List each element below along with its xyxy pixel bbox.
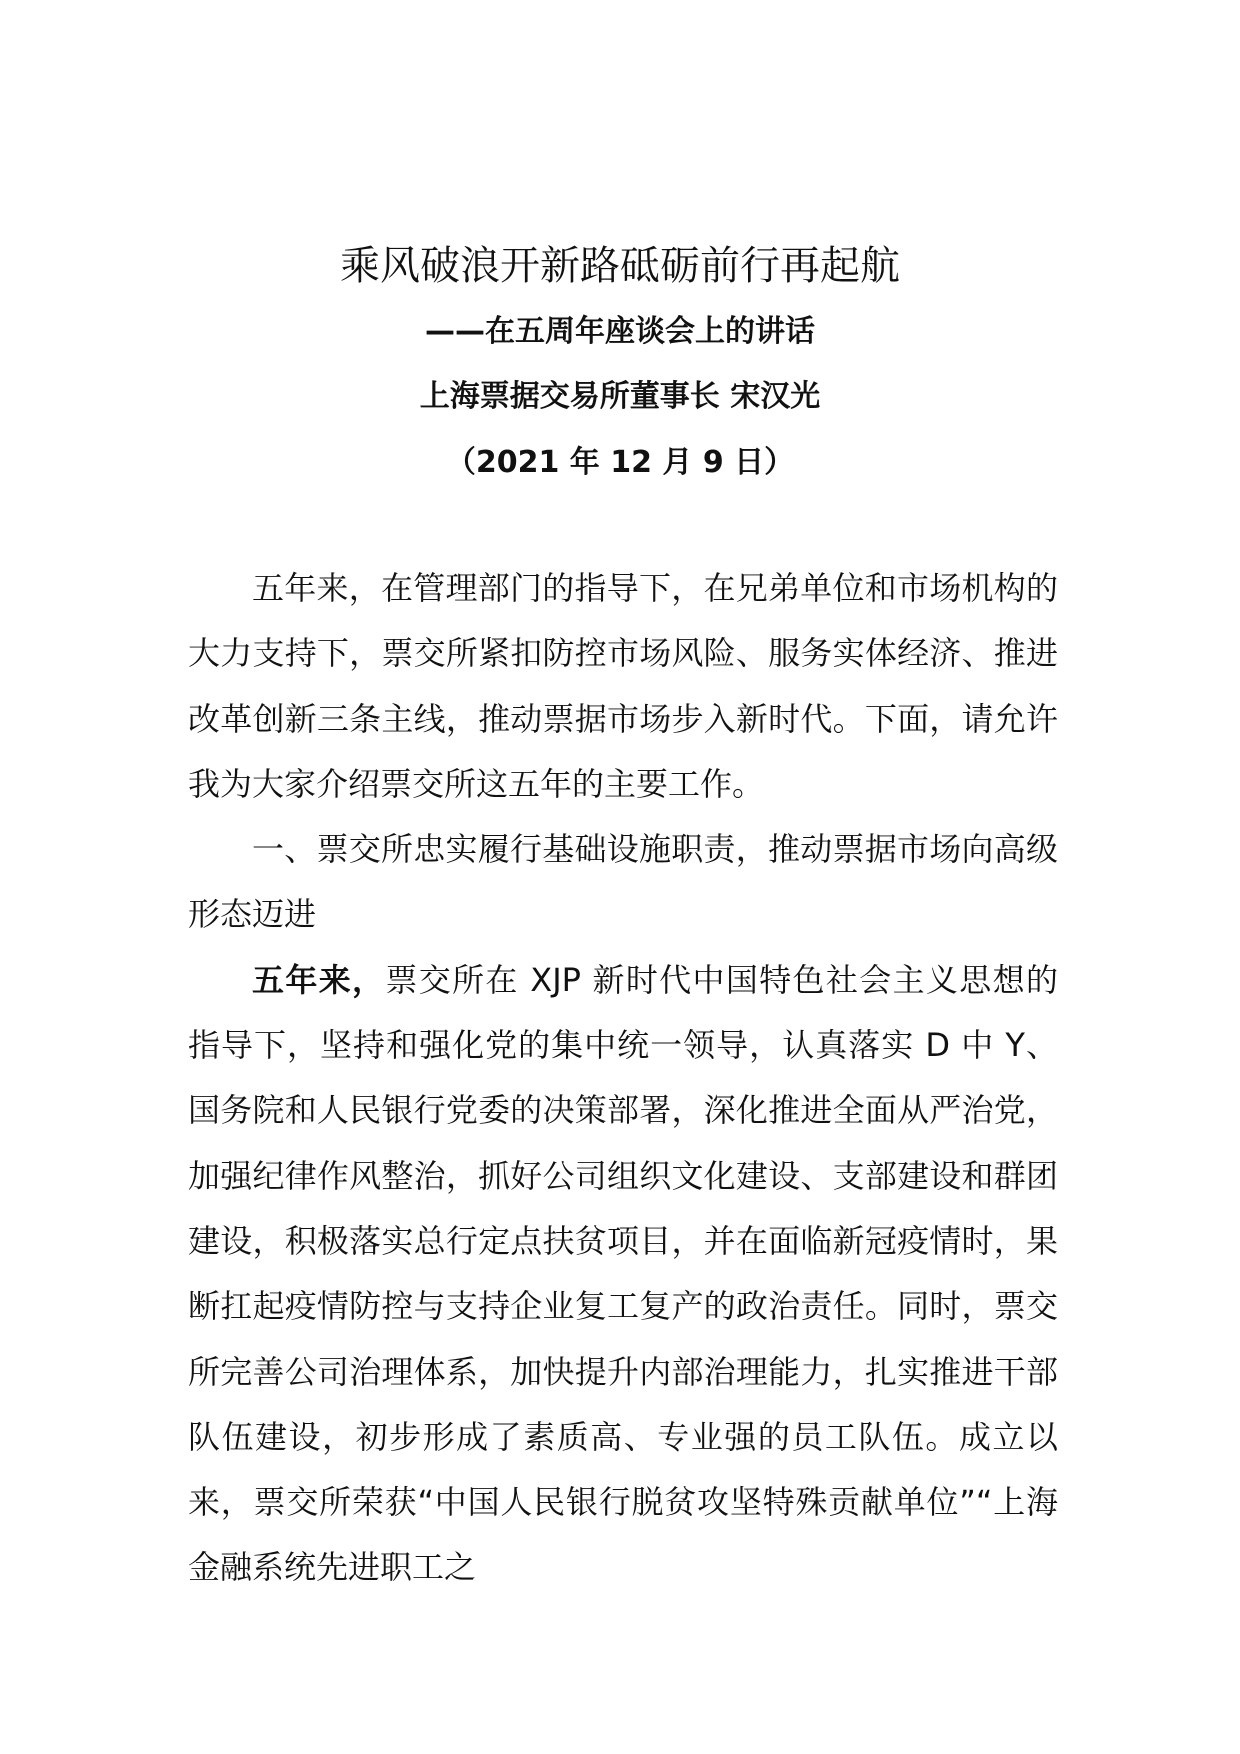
paragraph-work-summary-text: 票交所在 XJP 新时代中国特色社会主义思想的指导下，坚持和强化党的集中统一领导，认真落实 D 中 Y、国务院和人民银行党委的决策部署，深化推进全面从严治党，加强纪律作风整治，抓好公司组织文化建设、支部建设和群团建设，积极落实总行定点扶贫项目，并在面临新冠疫情时，果断扛起疫情防控与支持企业复工复产的政治责任。同时，票交所完善公司治理体系，加快提升内部治理能力，扎实推进干部队伍建设，初步形成了素质高、专业强的员工队伍。成立以来，票交所荣获“中国人民银行脱贫攻坚特殊贡献单位”“上海金融系统先进职工之 [188,960,1058,1587]
section-heading-1-text: 一、票交所忠实履行基础设施职责，推动票据市场向高级形态迈进 [188,830,1058,934]
paragraph-intro-text: 五年来，在管理部门的指导下，在兄弟单位和市场机构的大力支持下，票交所紧扣防控市场风险、服务实体经济、推进改革创新三条主线，推动票据市场步入新时代。下面，请允许我为大家介绍票交所这五年的主要工作。 [188,569,1058,803]
document-subtitle: ——在五周年座谈会上的讲话 [425,314,815,349]
speech-body [188,556,1058,1601]
speech-date: （2021 年 12 月 9 日） [445,445,795,480]
paragraph-lead: 五年来， [252,960,386,999]
document-title: 乘风破浪开新路砥砺前行再起航 [340,243,900,289]
paragraph-work-summary [188,948,1058,1601]
speaker-line: 上海票据交易所董事长 宋汉光 [419,379,821,414]
section-heading-1 [188,817,1058,948]
paragraph-intro [188,556,1058,817]
